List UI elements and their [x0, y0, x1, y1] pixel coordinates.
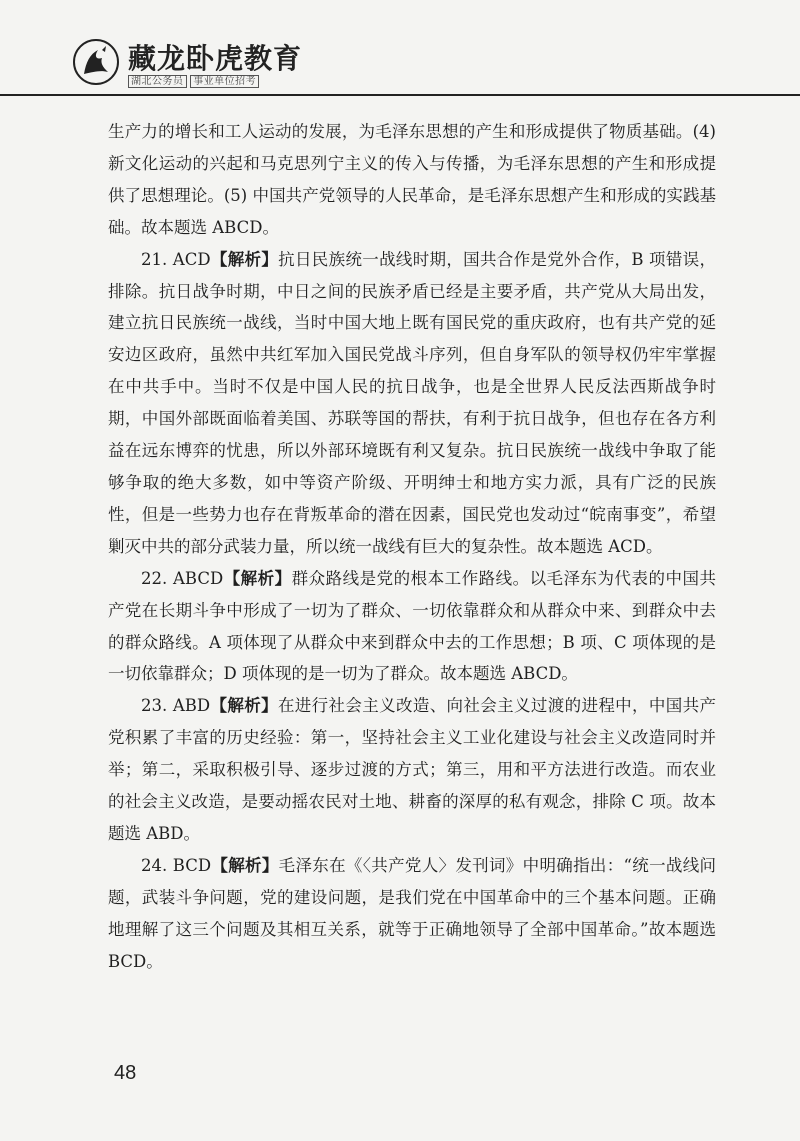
- analysis-tag: 【解析】: [210, 249, 279, 269]
- answer-22: [108, 563, 716, 691]
- answer-number: 24. BCD: [141, 855, 212, 875]
- paragraph-text: 群众路线是党的根本工作路线。以毛泽东为代表的中国共产党在长期斗争中形成了一切为了群众、一切依靠群众和从群众中来、到群众中去的群众路线。A 项体现了从群众中来到群众中去的工作思想；B 项、C 项体现的是一切依靠群众；D 项体现的是一切为了群众。故本题选 ABCD。: [108, 568, 717, 684]
- answer-23: [108, 690, 716, 850]
- answer-24: [108, 850, 716, 978]
- analysis-tag: 【解析】: [211, 855, 279, 875]
- analysis-tag: 【解析】: [223, 568, 292, 588]
- header-divider: [0, 94, 800, 96]
- paragraph-text: 生产力的增长和工人运动的发展，为毛泽东思想的产生和形成提供了物质基础。(4) 新文化运动的兴起和马克思列宁主义的传入与传播，为毛泽东思想的产生和形成提供了思想理论。(5) 中国共产党领导的人民革命，是毛泽东思想产生和形成的实践基础。故本题选 ABCD。: [108, 122, 716, 237]
- answer-explanations: [108, 116, 716, 977]
- answer-number: 23. ABD: [141, 696, 211, 716]
- answer-number: 21. ACD: [141, 249, 211, 269]
- brand-tagline-left: 湖北公务员: [128, 75, 187, 88]
- paragraph-text: 毛泽东在《〈共产党人〉发刊词》中明确指出：“统一战线问题，武装斗争问题，党的建设问题，是我们党在中国革命中的三个基本问题。正确地理解了这三个问题及其相互关系，就等于正确地领导了全部中国革命。”故本题选 BCD。: [108, 855, 717, 971]
- brand-tagline: [128, 72, 259, 87]
- paragraph-continuation: [108, 116, 716, 244]
- page-header: [0, 0, 800, 96]
- brand-name: 藏龙卧虎教育: [128, 42, 303, 75]
- analysis-tag: 【解析】: [210, 696, 278, 716]
- answer-21: [108, 244, 716, 563]
- answer-number: 22. ABCD: [141, 568, 224, 588]
- tiger-dragon-logo-icon: [72, 38, 120, 86]
- brand-tagline-right: 事业单位招考: [190, 75, 259, 88]
- page-number: 48: [114, 1062, 137, 1084]
- paragraph-text: 在进行社会主义改造、向社会主义过渡的进程中，中国共产党积累了丰富的历史经验：第一，坚持社会主义工业化建设与社会主义改造同时并举；第二，采取积极引导、逐步过渡的方式；第三，用和平方法进行改造。而农业的社会主义改造，是要动摇农民对土地、耕畜的深厚的私有观念，排除 C 项。故本题选 ABD。: [108, 696, 716, 843]
- paragraph-text: 抗日民族统一战线时期，国共合作是党外合作，B 项错误，排除。抗日战争时期，中日之间的民族矛盾已经是主要矛盾，共产党从大局出发，建立抗日民族统一战线，当时中国大地上既有国民党的重庆政府，也有共产党的延安边区政府，虽然中共红军加入国民党战斗序列，但自身军队的领导权仍牢牢掌握在中共手中。当时不仅是中国人民的抗日战争，也是全世界人民反法西斯战争时期，中国外部既面临着美国、苏联等国的帮扶，有利于抗日战争，但也存在各方利益在远东博弈的忧患，所以外部环境既有利又复杂。抗日民族统一战线中争取了能够争取的绝大多数，如中等资产阶级、开明绅士和地方实力派，具有广泛的民族性，但是一些势力也存在背叛革命的潜在因素，国民党也发动过“皖南事变”，希望剿灭中共的部分武装力量，所以统一战线有巨大的复杂性。故本题选 ACD。: [108, 249, 716, 556]
